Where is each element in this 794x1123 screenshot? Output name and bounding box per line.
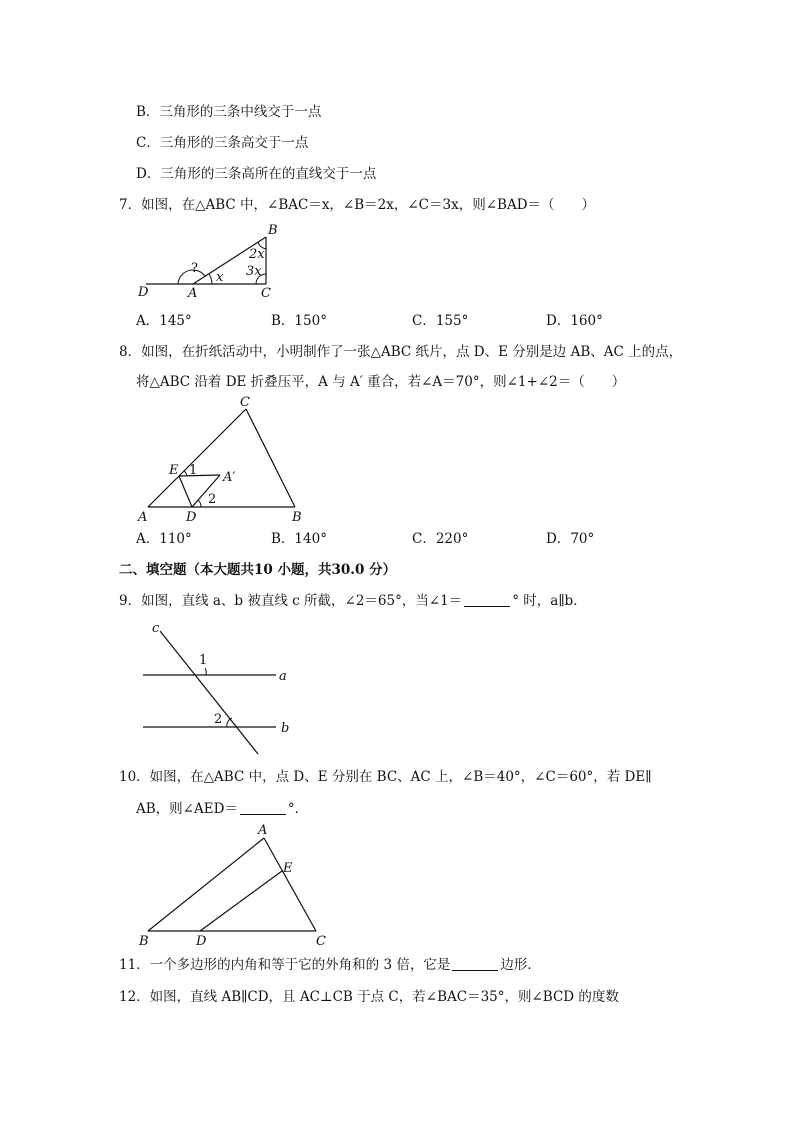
q7-label-c: C: [261, 286, 271, 301]
q8-option-b: B．140°: [271, 531, 327, 547]
q7-option-b: B．150°: [271, 313, 327, 329]
q9-stem-pre: 9．如图，直线 a、b 被直线 c 所截，∠2＝65°，当∠1＝: [119, 593, 463, 609]
q8-label-c: C: [240, 395, 250, 410]
q8-label-1: 1: [189, 463, 198, 478]
q10-label-e: E: [283, 861, 293, 876]
q11-stem-post: 边形．: [500, 957, 541, 973]
q8-stem-line2: 将△ABC 沿着 DE 折叠压平，A 与 A′ 重合，若∠A＝70°，则∠1+∠2＝（ ）: [136, 374, 626, 390]
q7-label-b: B: [268, 223, 278, 238]
q8-label-2: 2: [208, 492, 217, 507]
q7-label-a: A: [188, 286, 198, 301]
q8-label-e: E: [169, 463, 179, 478]
q6-option-c: C．三角形的三条高交于一点: [136, 135, 309, 151]
q8-option-d: D．70°: [546, 531, 595, 547]
q11-stem: [119, 956, 541, 974]
q8-option-a: A．110°: [136, 531, 192, 547]
q9-stem-post: ° 时，a∥b．: [512, 593, 587, 609]
q8-stem-line1: 8．如图，在折纸活动中，小明制作了一张△ABC 纸片，点 D、E 分别是边 AB、AC 上的点，: [119, 344, 683, 360]
q10-stem-line1: 10．如图，在△ABC 中，点 D、E 分别在 BC、AC 上，∠B＝40°，∠C＝60°，若 DE∥: [119, 769, 652, 785]
q12-stem: 12．如图，直线 AB∥CD，且 AC⊥CB 于点 C，若∠BAC＝35°，则∠BCD 的度数: [119, 989, 619, 1005]
q7-label-2x: 2x: [249, 247, 265, 262]
q10-side-ac: [264, 838, 316, 931]
q9-label-1: 1: [199, 653, 208, 668]
q11-answer-blank: [452, 956, 498, 971]
q6-option-d: D．三角形的三条高所在的直线交于一点: [136, 166, 377, 182]
q8-option-c: C．220°: [412, 531, 469, 547]
q8-label-b: B: [292, 510, 302, 525]
q9-label-c: c: [152, 621, 160, 636]
q7-option-c: C．155°: [412, 313, 469, 329]
q7-label-unknown: ?: [191, 261, 198, 276]
q10-label-c: C: [316, 934, 326, 949]
q9-label-a: a: [279, 669, 287, 684]
q9-label-b: b: [281, 721, 290, 736]
q7-label-3x: 3x: [246, 264, 262, 279]
q6-option-b: B．三角形的三条中线交于一点: [136, 104, 322, 120]
q8-label-a: A: [138, 510, 148, 525]
q8-label-d: D: [186, 510, 197, 525]
q10-label-b: B: [139, 934, 149, 949]
q8-label-aprime: A′: [223, 470, 236, 485]
q10-label-a: A: [258, 823, 268, 838]
q10-stem-pre: AB，则∠AED＝: [136, 801, 238, 817]
q7-option-d: D．160°: [546, 313, 603, 329]
q7-label-d: D: [138, 285, 149, 300]
q7-label-x: x: [216, 270, 224, 285]
section-2-heading: 二、填空题（本大题共10 小题，共30.0 分）: [119, 562, 397, 578]
q9-label-2: 2: [214, 712, 223, 727]
q7-option-a: A．145°: [136, 313, 192, 329]
q11-stem-pre: 11．一个多边形的内角和等于它的外角和的 3 倍，它是: [119, 957, 451, 973]
q7-stem: 7．如图，在△ABC 中，∠BAC＝x，∠B＝2x，∠C＝3x，则∠BAD＝（ ）: [119, 197, 596, 213]
q10-side-ba: [148, 838, 264, 931]
q10-stem-post: °．: [287, 801, 309, 817]
q10-label-d: D: [196, 934, 207, 949]
